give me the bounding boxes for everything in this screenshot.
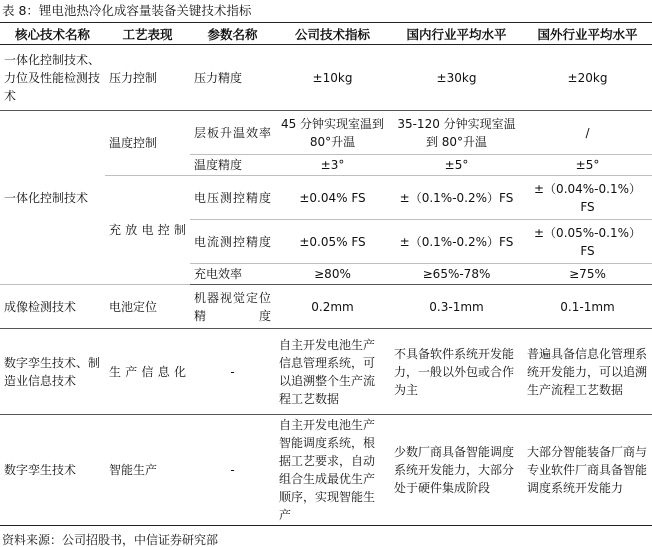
process-cell: 智能生产 xyxy=(105,415,190,526)
table-caption: 表 8：锂电池热冷化成容量装备关键技术指标 xyxy=(2,3,252,18)
core-tech-cell: 一体化控制技术、力位及性能检测技术 xyxy=(0,45,105,111)
key-tech-indicators-table xyxy=(0,22,652,526)
param-cell: - xyxy=(190,415,275,526)
process-cell: 充放电控制 xyxy=(105,176,190,285)
process-cell: 压力控制 xyxy=(105,45,190,111)
domestic-cell: 35-120 分钟实现室温到 80°升温 xyxy=(390,111,523,155)
domestic-cell: 0.3-1mm xyxy=(390,285,523,329)
table-row xyxy=(0,415,652,526)
domestic-cell: ±（0.1%-0.2%）FS xyxy=(390,220,523,264)
source-note: 资料来源：公司招股书，中信证券研究部 xyxy=(2,533,219,547)
param-cell: 电流测控精度 xyxy=(190,220,275,264)
domestic-cell: 不具备软件系统开发能力，一般以外包或合作为主 xyxy=(390,329,523,415)
core-tech-cell: 数字孪生技术 xyxy=(0,415,105,526)
header-foreign: 国外行业平均水平 xyxy=(523,23,652,45)
param-cell: 电压测控精度 xyxy=(190,176,275,220)
domestic-cell: ±5° xyxy=(390,155,523,176)
table-row xyxy=(0,45,652,111)
process-cell: 温度控制 xyxy=(105,111,190,176)
company-cell: 自主开发电池生产信息管理系统，可以追溯整个生产流程工艺数据 xyxy=(275,329,390,415)
process-cell: 电池定位 xyxy=(105,285,190,329)
param-cell: 机器视觉定位精度 xyxy=(190,285,275,329)
foreign-cell: 普遍具备信息化管理系统开发能力，可以追溯生产流程工艺数据 xyxy=(523,329,652,415)
foreign-cell: / xyxy=(523,111,652,155)
foreign-cell: ±（0.05%-0.1%）FS xyxy=(523,220,652,264)
header-company: 公司技术指标 xyxy=(275,23,390,45)
foreign-cell: ±（0.04%-0.1%）FS xyxy=(523,176,652,220)
domestic-cell: ±（0.1%-0.2%）FS xyxy=(390,176,523,220)
foreign-cell: ±5° xyxy=(523,155,652,176)
param-cell: 温度精度 xyxy=(190,155,275,176)
table-row xyxy=(0,329,652,415)
process-cell: 生产信息化 xyxy=(105,329,190,415)
company-cell: ≥80% xyxy=(275,264,390,285)
company-cell: ±10kg xyxy=(275,45,390,111)
param-cell: 压力精度 xyxy=(190,45,275,111)
header-core-tech: 核心技术名称 xyxy=(0,23,105,45)
header-row xyxy=(0,23,652,45)
company-cell: ±3° xyxy=(275,155,390,176)
param-cell: 充电效率 xyxy=(190,264,275,285)
foreign-cell: 0.1-1mm xyxy=(523,285,652,329)
foreign-cell: 大部分智能装备厂商与专业软件厂商具备智能调度系统开发能力 xyxy=(523,415,652,526)
company-cell: ±0.04% FS xyxy=(275,176,390,220)
table-row xyxy=(0,285,652,329)
company-cell: 自主开发电池生产智能调度系统，根据工艺要求，自动组合生成最优生产顺序，实现智能生产 xyxy=(275,415,390,526)
header-param: 参数名称 xyxy=(190,23,275,45)
domestic-cell: ±30kg xyxy=(390,45,523,111)
domestic-cell: 少数厂商具备智能调度系统开发能力，大部分处于硬件集成阶段 xyxy=(390,415,523,526)
core-tech-cell: 成像检测技术 xyxy=(0,285,105,329)
domestic-cell: ≥65%-78% xyxy=(390,264,523,285)
header-process: 工艺表现 xyxy=(105,23,190,45)
table-row xyxy=(0,111,652,155)
company-cell: 0.2mm xyxy=(275,285,390,329)
company-cell: ±0.05% FS xyxy=(275,220,390,264)
header-domestic: 国内行业平均水平 xyxy=(390,23,523,45)
foreign-cell: ≥75% xyxy=(523,264,652,285)
param-cell: - xyxy=(190,329,275,415)
core-tech-cell: 数字孪生技术、制造业信息技术 xyxy=(0,329,105,415)
core-tech-cell: 一体化控制技术 xyxy=(0,111,105,285)
param-cell: 层板升温效率 xyxy=(190,111,275,155)
foreign-cell: ±20kg xyxy=(523,45,652,111)
company-cell: 45 分钟实现室温到 80°升温 xyxy=(275,111,390,155)
